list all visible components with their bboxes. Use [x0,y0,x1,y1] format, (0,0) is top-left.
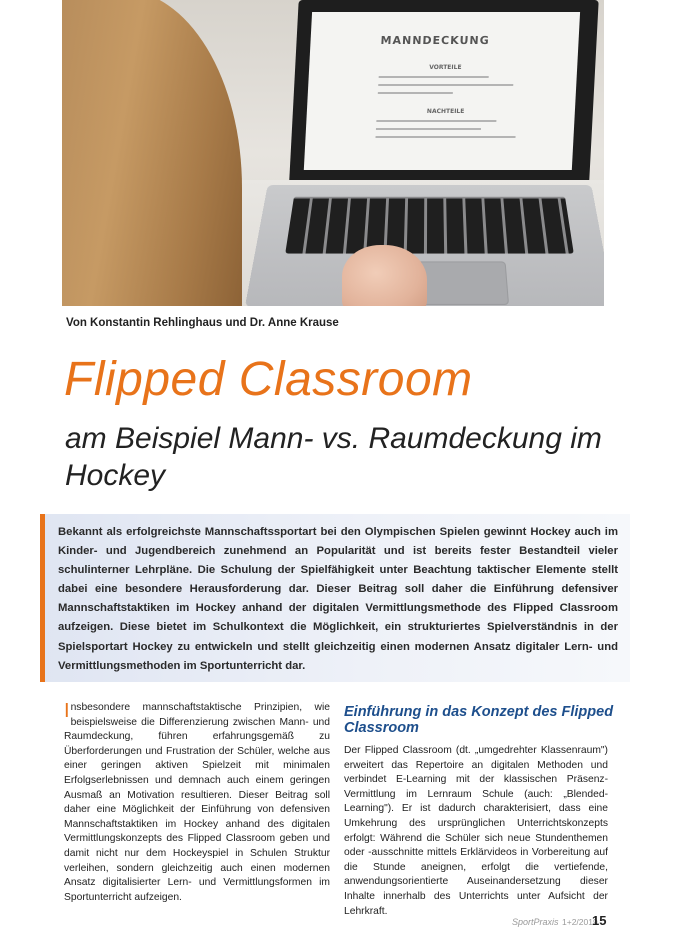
body-column-1-text: nsbesondere mannschaftstaktische Prinzipien, wie beispielsweise die Differenzierung zwischen Mann- und Raumdeckung, führen erfahrungsgemäß zu Überforderungen und Frustration der Schüler, welche aus einer geringen aktiven Spielzeit mit minimalen Erfolgserlebnissen und demnach auch einem geringen Ausmaß an Motivation resultieren. Dieser Beitrag soll daher eine Möglichkeit der Einführung von defensiven Mannschaftstaktiken im Hockey anhand des digitalen Vermittlungskonzepts des Flipped Classroom geben und damit nicht nur dem Hockeyspiel in Schulen Struktur verleihen, sondern gleichzeitig auch einen modernen Ansatz digitalisierter Lern- und Vermittlungsformen im Sportunterricht aufzeigen. [64,702,330,903]
footer-issue: 1+2/2019 [562,917,598,927]
section-heading: Einführung in das Konzept des Flipped Classroom [344,704,614,736]
laptop-lid [289,0,598,180]
screen-text-line [378,92,453,94]
screen-text-line [376,120,496,122]
screen-title: MANNDECKUNG [380,34,491,47]
lead-accent-bar [40,514,45,682]
footer-magazine: SportPraxis [512,917,559,927]
article-subtitle: am Beispiel Mann- vs. Raumdeckung im Hockey [65,422,602,492]
laptop-screen [304,12,580,170]
body-column-2: Der Flipped Classroom (dt. „umgedrehter Klassenraum") erweitert das Repertoire an digitalen Methoden und verbindet E-Learning mit der klassischen Präsenz-Vermittlung im Lernraum Schule (auch: „Blended-Learning"). Er ist dadurch charakterisiert, dass eine Umkehrung des ursprünglichen Unterrichtskonzepts erfolgt: Während die Schüler sich neue Stundenthemen oder -ausschnitte mittels Erklärvideos in Vorbereitung auf die Stunde aneignen, erfolgt die vertiefende, anwendungsorientierte Auseinandersetzung dieser Inhalte innerhalb des Unterrichts unter Aufsicht der Lehrkraft. [344,745,608,917]
page-number: 15 [592,913,607,928]
screen-text-line [376,128,481,130]
byline: Von Konstantin Rehlinghaus und Dr. Anne Krause [66,317,339,329]
screen-heading-con: NACHTEILE [426,108,465,115]
screen-text-line [378,84,513,86]
body-column-1 [64,701,330,905]
hero-photo [62,0,604,306]
screen-heading-pro: VORTEILE [428,64,462,71]
screen-text-line [379,76,489,78]
lead-text: Bekannt als erfolgreichste Mannschaftssportart bei den Olympischen Spielen gewinnt Hockey auch im Kinder- und Jugendbereich zunehmend an Popularität und ist bereits fester Bestandteil vieler schulinterner Lehrpläne. Die Schulung der Spielfähigkeit unter Beachtung taktischer Elemente stellt dabei eine besondere Herausforderung dar. Dieser Beitrag soll daher die Einführung defensiver Mannschaftstaktiken im Hockey anhand der digitalen Vermittlungsmethode des Flipped Classroom aufzeigen. Diese bietet im Schulkontext die Möglichkeit, ein strukturiertes Spielverständnis in der Spielsportart Hockey zu entwickeln und stellt gleichzeitig einen modernen Ansatz digitaler Lern- und Vermittlungsmethoden im Sportunterricht dar. [58,526,618,672]
drop-initial: I [64,700,70,722]
lead-box [40,514,630,682]
article-title: Flipped Classroom [64,353,473,406]
screen-text-line [375,136,515,138]
keyboard [285,197,574,254]
student-hand [342,245,427,306]
student-hair [62,0,242,306]
